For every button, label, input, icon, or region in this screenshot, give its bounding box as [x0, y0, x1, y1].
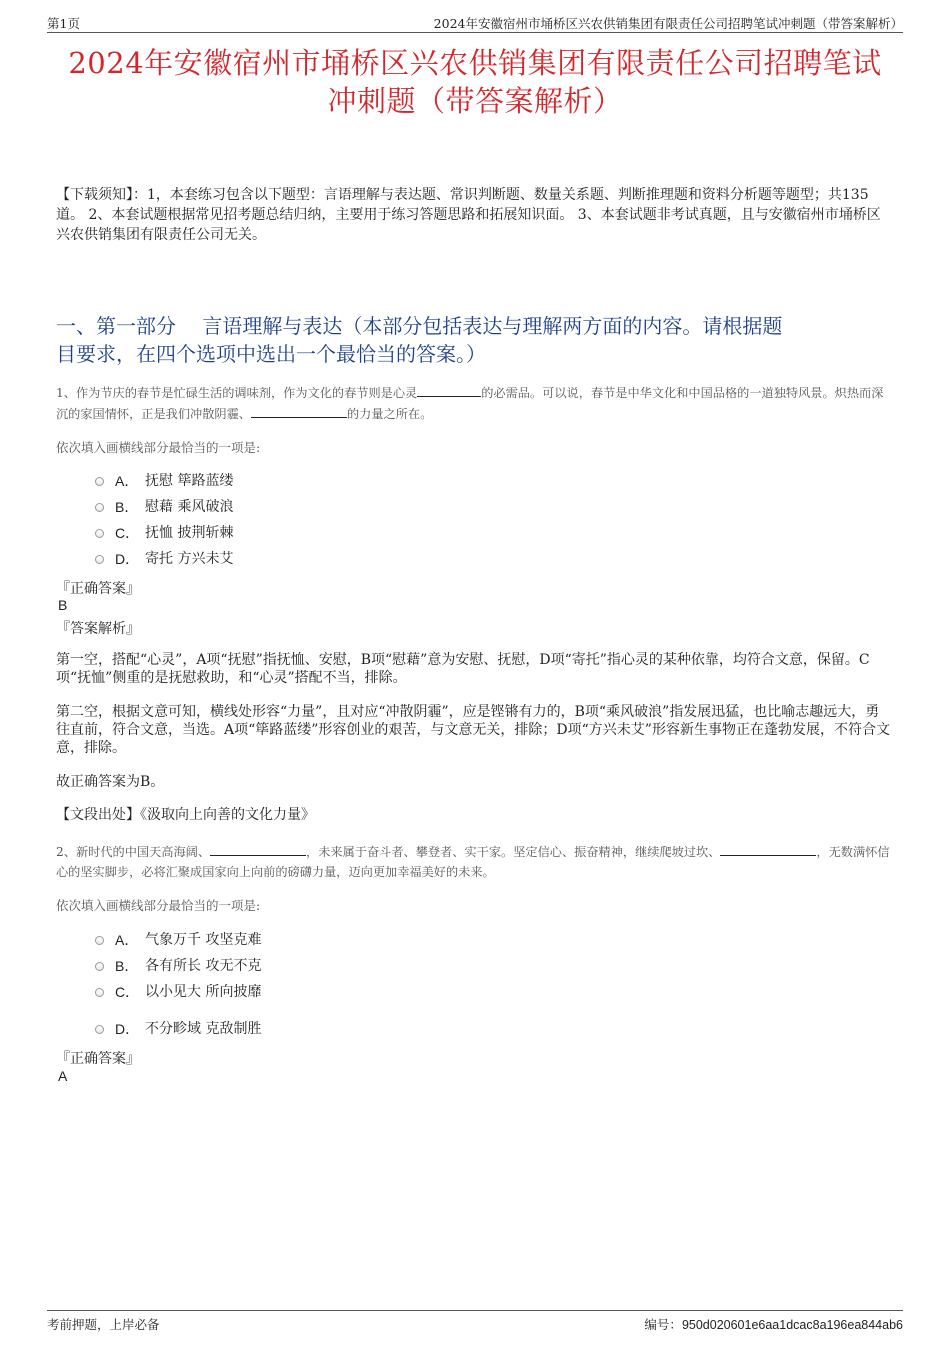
- question-2-stem-part-b: ，未来属于奋斗者、攀登者、实干家。坚定信心、振奋精神，继续爬坡过坎、: [306, 845, 721, 859]
- question-2-answer: A: [58, 1068, 68, 1084]
- radio-icon[interactable]: [95, 936, 104, 945]
- option-text: 寄托 方兴未艾: [145, 551, 234, 567]
- question-2-blank-2: [720, 841, 816, 856]
- download-notice: 【下载须知】：1，本套练习包含以下题型：言语理解与表达题、常识判断题、数量关系题、判断推理题和资料分析题等题型；共135道。 2、本套试题根据常见招考题总结归纳，主要用于练习答题思路和拓展知识面。 3、本套试题非考试真题，且与安徽宿州市埇桥区兴农供销集团有限责任公司无关。: [56, 187, 881, 243]
- option-text: 各有所长 攻无不克: [145, 958, 262, 974]
- question-1-analysis-conclusion: 故正确答案为B。: [56, 774, 165, 790]
- option-key: A．: [115, 473, 139, 489]
- radio-icon[interactable]: [95, 555, 104, 564]
- question-2-stem-part-c: ，无数满怀信心的坚实脚步，必将汇聚成国家向上向前的磅礴力量，迈向更加幸福美好的未来。: [56, 845, 890, 879]
- option-key: A．: [115, 932, 139, 948]
- document-title: [47, 44, 903, 120]
- option-key: D．: [115, 1021, 140, 1037]
- section-title: [56, 312, 894, 368]
- question-1-stem: [56, 382, 890, 424]
- question-1-analysis-paragraph-1: 第一空，搭配“心灵”，A项“抚慰”指抚恤、安慰，B项“慰藉”意为安慰、抚慰，D项“寄托”指心灵的某种依靠，均符合文意，保留。C项“抚恤”侧重的是抚慰救助，和“心灵”搭配不当，排除。: [56, 652, 870, 686]
- document-title-line1: 2024年安徽宿州市埇桥区兴农供销集团有限责任公司招聘笔试: [68, 46, 882, 80]
- option-text: 气象万千 攻坚克难: [145, 932, 262, 948]
- question-1-blank-1: [417, 382, 481, 397]
- option-key: B．: [115, 499, 139, 515]
- question-1-stem-part-a: 1、作为节庆的春节是忙碌生活的调味剂，作为文化的春节则是心灵: [56, 386, 418, 400]
- page-number: 第1页: [47, 16, 80, 31]
- question-2-option-a[interactable]: [95, 929, 395, 951]
- option-key: C．: [115, 525, 140, 541]
- footer-slogan: 考前押题，上岸必备: [47, 1317, 160, 1332]
- page-header: [47, 12, 903, 33]
- question-2-blank-1: [210, 841, 306, 856]
- option-text: 抚慰 筚路蓝缕: [145, 473, 234, 489]
- section-title-line2: 目要求，在四个选项中选出一个最恰当的答案。）: [56, 342, 486, 366]
- page-footer: [47, 1310, 903, 1333]
- question-1-stem-part-b: 的必需品。可以说，春节是中华文化和中国品格的一道独特风景。炽热而深沉的家国情怀，正是我们冲散阴霾、: [56, 386, 884, 421]
- question-1-instruction: 依次填入画横线部分最恰当的一项是:: [56, 440, 261, 455]
- question-2-option-c[interactable]: [95, 981, 395, 1003]
- section-title-line1: 一、第一部分 言语理解与表达（本部分包括表达与理解两方面的内容。请根据题: [56, 314, 783, 338]
- option-key: C．: [115, 984, 140, 1000]
- question-1-stem-part-c: 的力量之所在。: [347, 407, 433, 421]
- question-1-analysis-label: 『答案解析』: [56, 621, 140, 637]
- question-2-stem-part-a: 2、新时代的中国天高海阔、: [56, 845, 211, 859]
- header-doc-title: 2024年安徽宿州市埇桥区兴农供销集团有限责任公司招聘笔试冲刺题（带答案解析）: [433, 16, 903, 31]
- radio-icon[interactable]: [95, 988, 104, 997]
- footer-code-value: 950d020601e6aa1dcac8a196ea844ab6: [681, 1318, 903, 1332]
- question-1-answer-label: 『正确答案』: [56, 581, 140, 597]
- question-1-option-a[interactable]: [95, 470, 395, 492]
- option-text: 以小见大 所向披靡: [145, 984, 262, 1000]
- question-1-option-b[interactable]: [95, 496, 395, 518]
- question-2-instruction: 依次填入画横线部分最恰当的一项是:: [56, 898, 261, 913]
- footer-code: [644, 1315, 903, 1333]
- question-1-analysis-paragraph-2: 第二空，根据文意可知，横线处形容“力量”，且对应“冲散阴霾”，应是铿锵有力的，B项“乘风破浪”指发展迅猛，也比喻志趣远大，勇往直前，符合文意，当选。A项“筚路蓝缕”形容创业的艰苦，与文意无关，排除；D项“方兴未艾”形容新生事物正在蓬勃发展，不符合文意，排除。: [56, 704, 890, 756]
- question-2-stem: [56, 841, 890, 882]
- option-key: D．: [115, 551, 140, 567]
- radio-icon[interactable]: [95, 477, 104, 486]
- question-1-answer: B: [58, 597, 68, 613]
- question-2-option-b[interactable]: [95, 955, 395, 977]
- radio-icon[interactable]: [95, 503, 104, 512]
- option-text: 慰藉 乘风破浪: [145, 499, 234, 515]
- option-text: 抚恤 披荆斩棘: [145, 525, 234, 541]
- question-2-option-d[interactable]: [95, 1018, 395, 1040]
- question-1-source: 【文段出处】《汲取向上向善的文化力量》: [56, 807, 315, 823]
- question-1-option-c[interactable]: [95, 522, 395, 544]
- radio-icon[interactable]: [95, 962, 104, 971]
- footer-code-label: 编号：: [644, 1317, 682, 1332]
- question-1-option-d[interactable]: [95, 548, 395, 570]
- option-text: 不分畛域 克敌制胜: [145, 1021, 262, 1037]
- question-1-blank-2: [251, 403, 347, 418]
- question-2-answer-label: 『正确答案』: [56, 1051, 140, 1067]
- radio-icon[interactable]: [95, 529, 104, 538]
- option-key: B．: [115, 958, 139, 974]
- document-title-line2: 冲刺题（带答案解析）: [327, 84, 623, 118]
- radio-icon[interactable]: [95, 1025, 104, 1034]
